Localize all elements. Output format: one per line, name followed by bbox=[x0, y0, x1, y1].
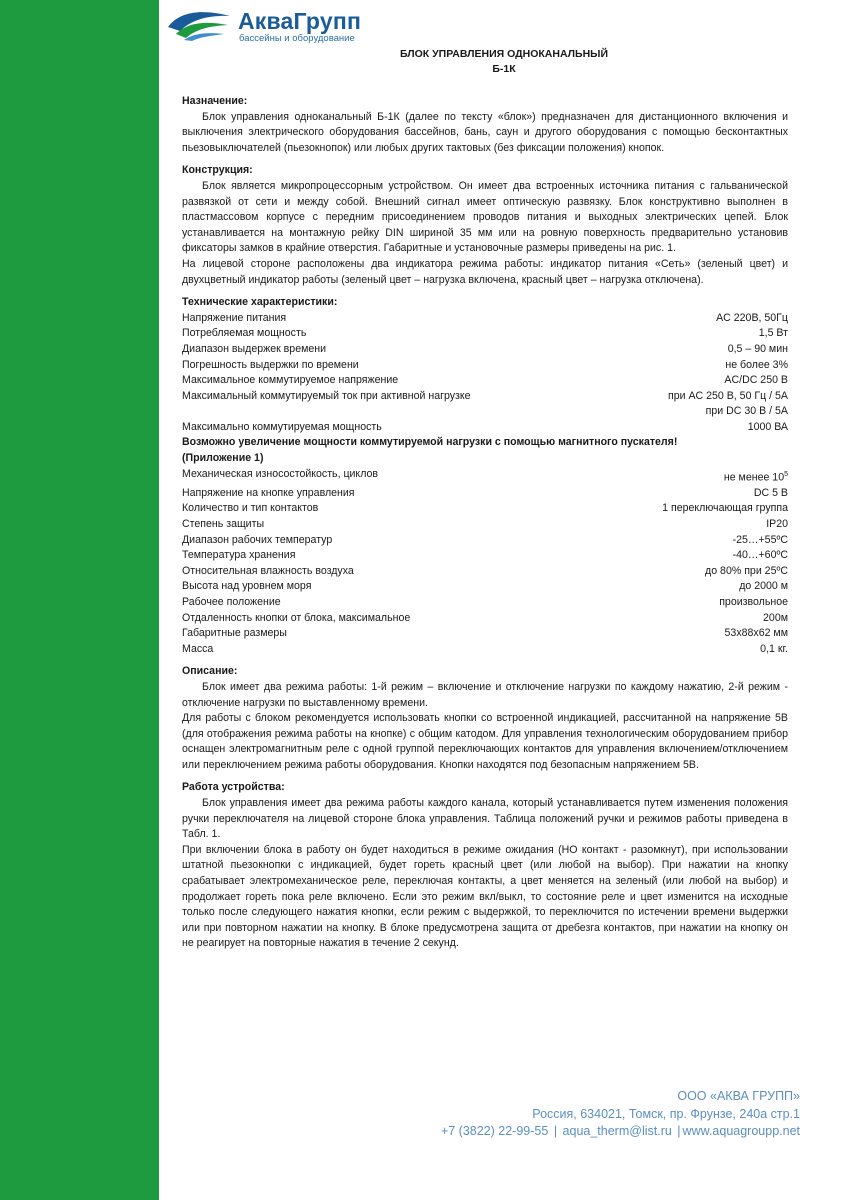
spec-row bbox=[182, 311, 788, 327]
footer-separator: | bbox=[553, 1124, 558, 1138]
footer-website-link[interactable]: www.aquagroupp.net bbox=[682, 1124, 800, 1138]
spec-label: Потребляемая мощность bbox=[182, 327, 307, 340]
spec-value: AC 220В, 50Гц bbox=[716, 311, 788, 324]
spec-label: Погрешность выдержки по времени bbox=[182, 358, 359, 371]
spec-label: Максимальное коммутируемое напряжение bbox=[182, 374, 399, 387]
operation-text-1: Блок управления имеет два режима работы каждого канала, который устанавливается путем изменения положения ручки переключателя на лицевой стороне блока управления. Таблица положений ручки и режимов работы приведена в Табл. 1. bbox=[182, 797, 788, 841]
description-text-2: Для работы с блоком рекомендуется использовать кнопки со встроенной индикацией, рассчитанной на напряжение 5В (для отображения режима работы на кнопке) с общим катодом. Для управления технологическим оборудованием прибор оснащен электромагнитным реле с одной группой переключающих контактов для управления включением/отключением или переключением режима работы оборудования. Кнопки находятся под безопасным напряжением 5В. bbox=[182, 712, 788, 771]
spec-value: 0,1 кг. bbox=[760, 642, 788, 655]
construction-text-1: Блок является микропроцессорным устройством. Он имеет два встроенных источника питания с гальванической развязкой от сети и между собой. Внешний сигнал имеет оптическую развязку. Блок конструктивно выполнен в пластмассовом корпусе с передним присоединением проводов питания и выходных электрических цепей. Блок устанавливается на монтажную рейку DIN шириной 35 мм или на ровную поверхность предварительно установив фиксаторы замков в крайние отверстия. Габаритные и установочные размеры приведены на рис. 1. bbox=[182, 179, 788, 255]
spec-label: Высота над уровнем моря bbox=[182, 580, 312, 593]
spec-label: Количество и тип контактов bbox=[182, 502, 319, 515]
specs-list-2 bbox=[182, 486, 788, 658]
spec-row-power bbox=[182, 420, 788, 436]
spec-row bbox=[182, 642, 788, 658]
spec-label: Диапазон выдержек времени bbox=[182, 342, 327, 355]
spec-row bbox=[182, 342, 788, 358]
spec-value: AC/DC 250 В bbox=[724, 374, 788, 387]
spec-value: 1 переключающая группа bbox=[662, 502, 788, 515]
spec-row bbox=[182, 595, 788, 611]
spec-row bbox=[182, 626, 788, 642]
spec-label: Напряжение на кнопке управления bbox=[182, 486, 355, 499]
spec-label: Температура хранения bbox=[182, 549, 296, 562]
spec-label: Масса bbox=[182, 642, 214, 655]
spec-value: IP20 bbox=[766, 517, 788, 530]
spec-label: Рабочее положение bbox=[182, 595, 281, 608]
spec-value-exponent: 5 bbox=[784, 470, 788, 478]
spec-note-line-2: (Приложение 1) bbox=[182, 452, 264, 465]
purpose-text: Блок управления одноканальный Б-1К (далее по тексту «блок») предназначен для дистанционного включения и выключения электрического оборудования бассейнов, бань, саун и другого оборудования с помощью бесконтактных пьезовыключателей (пьезокнопок) или любых других тактовых (без фиксации положения) кнопок. bbox=[182, 110, 788, 154]
spec-label: Отдаленность кнопки от блока, максимальное bbox=[182, 611, 411, 624]
spec-row bbox=[182, 517, 788, 533]
company-logo bbox=[166, 5, 386, 45]
spec-row bbox=[182, 486, 788, 502]
footer-contact-line bbox=[441, 1123, 800, 1141]
spec-label: Механическая износостойкость, циклов bbox=[182, 467, 379, 480]
footer-phone[interactable]: +7 (3822) 22-99-55 bbox=[440, 1124, 549, 1138]
spec-row bbox=[182, 501, 788, 517]
spec-label: Относительная влажность воздуха bbox=[182, 564, 354, 577]
spec-label: Габаритные размеры bbox=[182, 627, 287, 640]
operation-text-2: При включении блока в работу он будет находиться в режиме ожидания (НО контакт - разомкнут), при использовании штатной пьезокнопки с индикацией, будет гореть красный цвет (или любой на выбор). При нажатии на кнопку срабатывает электромеханическое реле, переключая контакты, а цвет меняется на зеленый (или любой на выбор) и продолжает гореть пока реле включено. Если это режим вкл/выкл, то состояние реле и цвет изменится на исходные только после следующего нажатия кнопки, если режим с выдержкой, то переключится по истечении времени выдержки или при повторном нажатии на кнопку. В блоке предусмотрена защита от дребезга контактов, при нажатии на кнопку он не реагирует на повторные нажатия в течение 2 секунд. bbox=[182, 843, 788, 950]
spec-label: Максимальный коммутируемый ток при активной нагрузке bbox=[182, 389, 471, 402]
spec-value: DC 5 В bbox=[753, 486, 788, 499]
spec-value: произвольное bbox=[719, 595, 788, 608]
logo-name: АкваГрупп bbox=[238, 8, 362, 34]
spec-row bbox=[182, 564, 788, 580]
spec-label: Напряжение питания bbox=[182, 311, 287, 324]
spec-note bbox=[182, 435, 788, 466]
spec-row-wear bbox=[182, 467, 788, 486]
spec-value bbox=[724, 467, 788, 486]
spec-value: 1,5 Вт bbox=[758, 327, 788, 340]
footer-email-link[interactable]: aqua_therm@list.ru bbox=[562, 1124, 672, 1138]
construction-heading: Конструкция: bbox=[182, 164, 253, 177]
spec-row bbox=[182, 579, 788, 595]
spec-row bbox=[182, 548, 788, 564]
spec-value: не более 3% bbox=[725, 358, 788, 371]
description-heading: Описание: bbox=[182, 665, 238, 678]
logo-tagline: бассейны и оборудование bbox=[239, 33, 355, 44]
footer-contacts bbox=[441, 1088, 800, 1141]
construction-text-2: На лицевой стороне расположены два индикатора режима работы: индикатор питания «Сеть» (зеленый цвет) и двухцветный индикатор работы (зеленый цвет – нагрузка включена, красный цвет – нагрузка отключена). bbox=[182, 257, 788, 286]
spec-row bbox=[182, 373, 788, 389]
spec-value-base: не менее 10 bbox=[723, 471, 785, 484]
document-title: БЛОК УПРАВЛЕНИЯ ОДНОКАНАЛЬНЫЙ bbox=[399, 48, 609, 60]
purpose-heading: Назначение: bbox=[182, 95, 248, 107]
spec-value: 200м bbox=[763, 611, 788, 624]
spec-value: при DC 30 В / 5А bbox=[705, 405, 788, 418]
document-content bbox=[182, 94, 788, 952]
spec-value: до 80% при 25ºС bbox=[705, 564, 788, 577]
spec-value: 1000 ВА bbox=[747, 420, 788, 433]
spec-row bbox=[182, 389, 788, 405]
footer-company: ООО «АКВА ГРУПП» bbox=[677, 1089, 800, 1103]
spec-value: 53х88х62 мм bbox=[724, 627, 788, 640]
spec-value: 0,5 – 90 мин bbox=[727, 342, 788, 355]
document-subtitle: Б-1К bbox=[492, 63, 516, 75]
spec-value: до 2000 м bbox=[739, 580, 788, 593]
spec-label: Степень защиты bbox=[182, 517, 265, 530]
specs-heading: Технические характеристики: bbox=[182, 296, 338, 309]
spec-value: при AC 250 В, 50 Гц / 5А bbox=[667, 389, 788, 402]
spec-label: Максимально коммутируемая мощность bbox=[182, 420, 382, 433]
footer-address: Россия, 634021, Томск, пр. Фрунзе, 240а стр.1 bbox=[532, 1106, 800, 1121]
side-green-bar bbox=[0, 0, 159, 1200]
spec-row bbox=[182, 611, 788, 627]
wave-logo-icon bbox=[166, 7, 234, 41]
footer-separator: | bbox=[677, 1124, 681, 1138]
spec-label: Диапазон рабочих температур bbox=[182, 533, 333, 546]
document-title-block bbox=[159, 47, 849, 77]
operation-heading: Работа устройства: bbox=[182, 781, 285, 794]
spec-row bbox=[182, 533, 788, 549]
spec-value: -25…+55ºС bbox=[732, 533, 788, 546]
spec-row-current-dc bbox=[182, 404, 788, 420]
spec-row bbox=[182, 326, 788, 342]
description-text-1: Блок имеет два режима работы: 1-й режим – включение и отключение нагрузки по каждому нажатию, 2-й режим - отключение нагрузки по выставленному времени. bbox=[182, 680, 788, 709]
spec-row bbox=[182, 358, 788, 374]
spec-note-line-1: Возможно увеличение мощности коммутируемой нагрузки с помощью магнитного пускателя! bbox=[182, 436, 678, 449]
spec-value: -40…+60ºС bbox=[732, 549, 788, 562]
specs-list-1 bbox=[182, 311, 788, 405]
